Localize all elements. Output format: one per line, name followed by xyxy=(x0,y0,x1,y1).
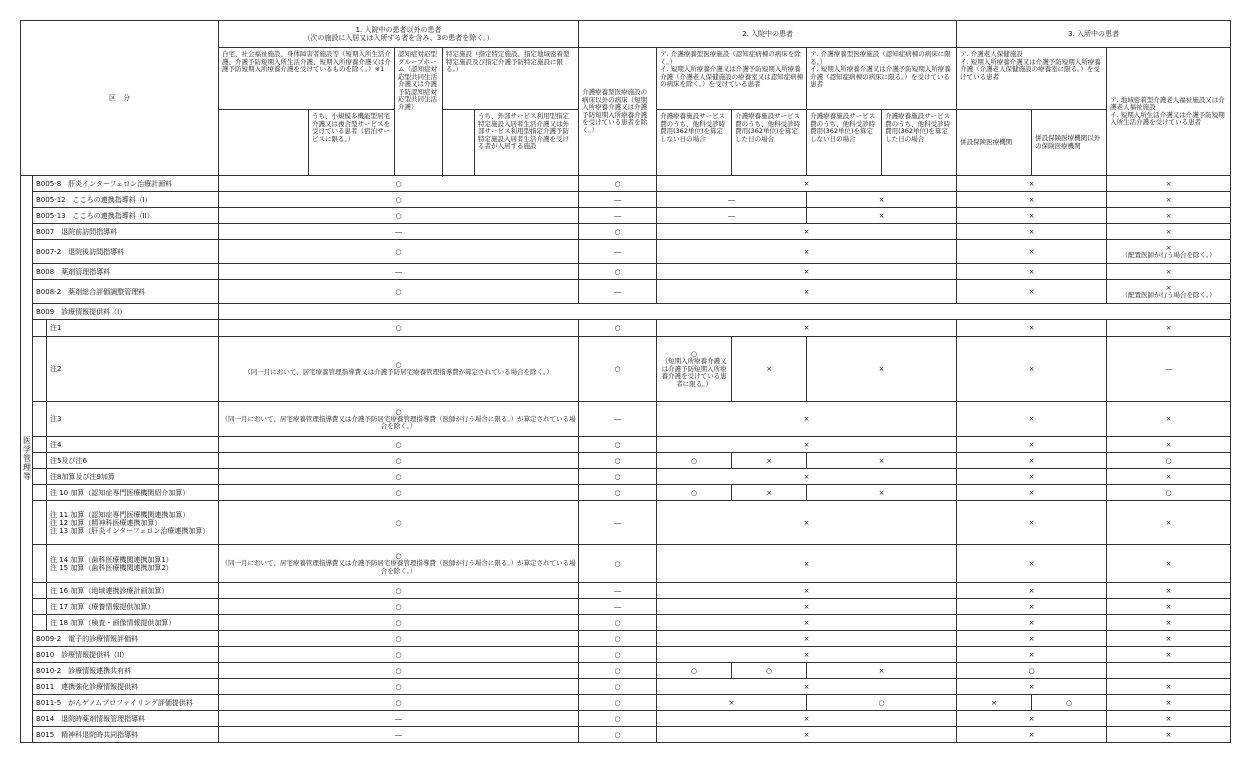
value-cell: × xyxy=(1107,631,1231,647)
value-cell: ○ xyxy=(579,176,657,192)
value-cell: × xyxy=(957,615,1107,631)
value-cell: ○ xyxy=(579,485,657,501)
value-cell: × xyxy=(657,647,957,663)
value-cell: × xyxy=(1107,599,1231,615)
value-cell: ○ xyxy=(219,695,579,711)
medical-fee-table xyxy=(20,20,1231,743)
col-grouphome-header: 認知症対応型グループホーム（認知症対応型共同生活介護又は介護予防認知症対応型共同生活介護） xyxy=(395,48,443,176)
value-cell: ○ （短期入所療養介護又は介護予防短期入所療養介護を受けている患者に限る。） xyxy=(657,337,732,402)
value-cell: ○ xyxy=(219,501,579,545)
indent-cell xyxy=(33,453,47,469)
table-row xyxy=(21,402,1231,437)
value-cell: ○ xyxy=(219,485,579,501)
value-cell: ○ xyxy=(579,469,657,485)
value-cell: × xyxy=(1107,647,1231,663)
value-cell: ○ xyxy=(219,583,579,599)
table-row xyxy=(21,224,1231,240)
indent-cell xyxy=(33,501,47,545)
row-label: B005-12 こころの連携指導料（I） xyxy=(33,192,219,208)
table-row xyxy=(21,711,1231,727)
value-cell: ― xyxy=(219,224,579,240)
row-label: 注 17 加算（療養情報提供加算） xyxy=(47,599,219,615)
table-row xyxy=(21,176,1231,192)
row-label: B008 薬剤管理指導料 xyxy=(33,264,219,280)
indent-cell xyxy=(33,485,47,501)
value-cell: ○ xyxy=(219,320,579,337)
row-label: B010-2 診療情報連携共有料 xyxy=(33,663,219,679)
row-label: 注 14 加算（歯科医療機関連携加算1） 注 15 加算（歯科医療機関連携加算2） xyxy=(47,545,219,583)
value-cell: ○ xyxy=(732,663,807,679)
row-label: 注 18 加算（検査・画像情報提供加算） xyxy=(47,615,219,631)
value-cell: ○ xyxy=(657,663,732,679)
value-cell: × xyxy=(957,583,1107,599)
value-cell: ○ xyxy=(219,280,579,304)
value-cell: ○ xyxy=(1032,695,1107,711)
value-cell: ○ xyxy=(219,615,579,631)
value-cell: × xyxy=(657,631,957,647)
indent-cell xyxy=(33,583,47,599)
value-cell: × xyxy=(657,240,957,264)
value-cell: ○ xyxy=(219,679,579,695)
fee-table xyxy=(20,20,1231,743)
row-label: B014 退院時薬剤情報管理指導料 xyxy=(33,711,219,727)
row-label: 注 11 加算（認知症専門医療機関連携加算） 注 12 加算（精神科医療連携加算） 注 13 加算（肝炎インターフェロン治療連携加算） xyxy=(47,501,219,545)
kubun-header: 区 分 xyxy=(21,21,219,176)
value-cell: ○ xyxy=(579,337,657,402)
table-row xyxy=(21,485,1231,501)
value-cell: × xyxy=(1107,402,1231,437)
value-cell: ○ xyxy=(219,469,579,485)
value-cell: ○ xyxy=(219,240,579,264)
value-cell: ○ xyxy=(219,663,579,679)
value-cell: × xyxy=(957,176,1107,192)
value-cell: × xyxy=(657,727,957,743)
value-cell: ○ （同一月において、居宅療養管理指導費又は介護予防居宅療養管理指導費（医師が行う場合に限る。）が算定されている場合を除く。） xyxy=(219,545,579,583)
row-label: B015 精神科退院時共同指導料 xyxy=(33,727,219,743)
value-cell: × xyxy=(957,208,1107,224)
table-row xyxy=(21,437,1231,453)
table-row xyxy=(21,192,1231,208)
group1-header: 1. 入院中の患者以外の患者 （次の施設に入居又は入所する者を含み、3の患者を除く。） xyxy=(219,21,579,48)
value-cell: ○ xyxy=(579,711,657,727)
value-cell: × xyxy=(657,402,957,437)
value-cell: × xyxy=(1107,469,1231,485)
value-cell: ○ xyxy=(957,663,1107,679)
value-cell: ○ xyxy=(579,264,657,280)
table-row xyxy=(21,280,1231,304)
value-cell: ― xyxy=(579,583,657,599)
value-cell: × xyxy=(957,240,1107,264)
value-cell: × xyxy=(807,453,957,469)
value-cell: × xyxy=(1107,615,1231,631)
value-cell: × xyxy=(1107,695,1231,711)
row-label: 注1 xyxy=(47,320,219,337)
col-roken-header: ア. 介護老人保健施設 イ. 短期入所療養介護又は介護予防短期入所療養介護（介護老人保健施設の療養室に限る。）を受けている患者 xyxy=(957,48,1107,110)
value-cell: × xyxy=(957,192,1107,208)
value-cell: ― xyxy=(219,264,579,280)
value-cell: × xyxy=(807,337,957,402)
group2-header: 2. 入院中の患者 xyxy=(579,21,957,48)
value-cell: ○ xyxy=(807,695,957,711)
table-row xyxy=(21,240,1231,264)
col-shokibo-header: うち、小規模多機能型居宅介護又は複合型サービスを受けている患者（宿泊サービスに限る。） xyxy=(309,110,395,176)
col-5b-header: 介護療養施設サービス費のうち、他科受診時費用(362単位)を算定した日の場合 xyxy=(732,110,807,176)
table-row xyxy=(21,208,1231,224)
table-row xyxy=(21,304,1231,320)
value-cell: ○ （同一月において、居宅療養管理指導費又は介護予防居宅療養管理指導費（医師が行う場合に限る。）が算定されている場合を除く。） xyxy=(219,402,579,437)
row-label: B005-8 肝炎インターフェロン治療計画料 xyxy=(33,176,219,192)
value-cell: × xyxy=(1107,264,1231,280)
value-cell: × xyxy=(657,469,957,485)
value-cell xyxy=(1107,663,1231,679)
value-cell: × xyxy=(957,545,1107,583)
side-category-label: 医学管理等 xyxy=(21,176,33,743)
value-cell: ○ xyxy=(579,453,657,469)
value-cell: × xyxy=(957,453,1107,469)
value-cell: × xyxy=(657,264,957,280)
value-cell: × xyxy=(957,280,1107,304)
value-cell: × xyxy=(657,176,957,192)
value-cell: × xyxy=(657,320,957,337)
col-other-bed-header: 介護療養型医療施設の病床以外の病床（短期入所療養介護又は介護予防短期入所療養介護を受けている患者を除く。） xyxy=(579,48,657,176)
value-cell: × xyxy=(957,264,1107,280)
value-cell: × xyxy=(957,437,1107,453)
row-label: B007 退院前訪問指導料 xyxy=(33,224,219,240)
value-cell: × xyxy=(957,695,1032,711)
value-cell: × xyxy=(657,599,957,615)
value-cell: × xyxy=(1107,437,1231,453)
value-cell: ○ xyxy=(1107,485,1231,501)
table-row xyxy=(21,663,1231,679)
value-cell: × （配置医師が行う場合を除く。） xyxy=(1107,280,1231,304)
value-cell: ○ xyxy=(579,695,657,711)
value-cell: × xyxy=(657,545,957,583)
value-cell: × xyxy=(657,224,957,240)
value-cell: × xyxy=(657,280,957,304)
value-cell: × xyxy=(1107,224,1231,240)
value-cell: ○ xyxy=(219,599,579,615)
value-cell: ○ xyxy=(579,545,657,583)
value-cell: ― xyxy=(657,192,807,208)
value-cell: × xyxy=(957,337,1107,402)
col-7a-header: 併設保険医療機関 xyxy=(957,110,1032,176)
value-cell: × xyxy=(657,711,957,727)
value-cell: ○ xyxy=(219,631,579,647)
table-row xyxy=(21,264,1231,280)
row-label: B005-13 こころの連携指導料（II） xyxy=(33,208,219,224)
value-cell: × xyxy=(957,485,1107,501)
value-cell: ○ xyxy=(219,453,579,469)
col-tokutei-header: 特定施設（指定特定施設、指定地域密着型特定施設及び指定介護予防特定施設に限る。） xyxy=(443,48,579,110)
value-cell: ○ xyxy=(579,320,657,337)
value-cell: ○ xyxy=(219,647,579,663)
value-cell: × xyxy=(657,695,807,711)
value-cell: × xyxy=(732,453,807,469)
value-cell: ― xyxy=(657,208,807,224)
value-cell: × xyxy=(957,711,1107,727)
value-cell: × xyxy=(807,192,957,208)
value-cell: × xyxy=(957,727,1107,743)
col-6a-header: 介護療養施設サービス費のうち、他科受診時費用(362単位)を算定しない日の場合 xyxy=(807,110,882,176)
value-cell: ― xyxy=(579,192,657,208)
value-cell: × xyxy=(1107,545,1231,583)
col-home-header: 自宅、社会福祉施設、身体障害者施設等（短期入所生活介護、介護予防短期入所生活介護、短期入所療養介護又は介護予防短期入所療養介護を受けているものを除く。）※1 xyxy=(219,48,395,110)
value-cell: × xyxy=(957,647,1107,663)
value-cell: × xyxy=(657,679,957,695)
value-cell: × xyxy=(957,402,1107,437)
value-cell: × xyxy=(807,208,957,224)
value-cell: × xyxy=(807,485,957,501)
row-label: 注 16 加算（地域連携診療計画加算） xyxy=(47,583,219,599)
value-cell: ― xyxy=(579,599,657,615)
row-label: B007-2 退院後訪問指導料 xyxy=(33,240,219,264)
value-cell: × xyxy=(1107,727,1231,743)
table-row xyxy=(21,453,1231,469)
col-5a-header: 介護療養施設サービス費のうち、他科受診時費用(362単位)を算定しない日の場合 xyxy=(657,110,732,176)
value-cell: ○ xyxy=(579,615,657,631)
table-row xyxy=(21,727,1231,743)
value-cell: ○ xyxy=(657,485,732,501)
value-cell: ○ xyxy=(579,679,657,695)
table-row xyxy=(21,320,1231,337)
value-cell: × xyxy=(657,615,957,631)
section-spacer xyxy=(219,304,1231,320)
value-cell: × xyxy=(807,663,957,679)
value-cell: ○ xyxy=(579,437,657,453)
table-row xyxy=(21,599,1231,615)
table-row xyxy=(21,647,1231,663)
value-cell: × xyxy=(1107,320,1231,337)
col-7b-header: 併設保険医療機関以外の保険医療機関 xyxy=(1032,110,1107,176)
row-label: 注8加算及び注9加算 xyxy=(47,469,219,485)
value-cell: × xyxy=(1107,208,1231,224)
table-row xyxy=(21,337,1231,402)
row-label: 注2 xyxy=(47,337,219,402)
table-row xyxy=(21,501,1231,545)
value-cell: × xyxy=(957,631,1107,647)
table-row xyxy=(21,545,1231,583)
value-cell: ○ （同一月において、居宅療養管理指導費又は介護予防居宅療養管理指導費が算定されている場合を除く。） xyxy=(219,337,579,402)
table-row xyxy=(21,631,1231,647)
col-gaibu-header: うち、外部サービス利用型指定特定施設入居者生活介護又は外部サービス利用型指定介護予防特定施設入居者生活介護を受ける者が入居する施設 xyxy=(475,110,579,176)
group3-header: 3. 入所中の患者 xyxy=(957,21,1231,48)
value-cell: ○ xyxy=(579,727,657,743)
value-cell: ○ xyxy=(579,647,657,663)
value-cell: × xyxy=(957,501,1107,545)
row-label: 注 10 加算（認知症専門医療機関紹介加算） xyxy=(47,485,219,501)
table-row xyxy=(21,615,1231,631)
value-cell: ― xyxy=(579,208,657,224)
indent-cell xyxy=(33,615,47,631)
value-cell: × xyxy=(957,469,1107,485)
value-cell: ○ xyxy=(657,453,732,469)
value-cell: × xyxy=(957,224,1107,240)
value-cell: ○ xyxy=(219,208,579,224)
row-label: 注4 xyxy=(47,437,219,453)
row-label: 注3 xyxy=(47,402,219,437)
indent-cell xyxy=(33,599,47,615)
value-cell: ○ xyxy=(579,631,657,647)
value-cell: ○ xyxy=(219,192,579,208)
indent-cell xyxy=(33,320,47,337)
indent-cell xyxy=(33,437,47,453)
table-row xyxy=(21,583,1231,599)
indent-cell xyxy=(33,337,47,402)
value-cell: × xyxy=(732,337,807,402)
row-label: B011 連携強化診療情報提供料 xyxy=(33,679,219,695)
row-label: B009 診療情報提供料（I） xyxy=(33,304,219,320)
table-row xyxy=(21,679,1231,695)
value-cell: ― xyxy=(219,711,579,727)
value-cell: × xyxy=(957,599,1107,615)
value-cell: × xyxy=(957,679,1107,695)
value-cell: ○ xyxy=(219,176,579,192)
value-cell: × xyxy=(657,501,957,545)
value-cell: ○ xyxy=(579,663,657,679)
value-cell: × xyxy=(732,485,807,501)
row-label: B011-5 がんゲノムプロファイリング評価提供料 xyxy=(33,695,219,711)
value-cell: ○ xyxy=(219,437,579,453)
col-6b-header: 介護療養施設サービス費のうち、他科受診時費用(362単位)を算定した日の場合 xyxy=(882,110,957,176)
value-cell: × xyxy=(1107,583,1231,599)
value-cell: × xyxy=(1107,679,1231,695)
table-row xyxy=(21,695,1231,711)
value-cell: ― xyxy=(579,402,657,437)
indent-cell xyxy=(33,402,47,437)
row-label: 注5及び注6 xyxy=(47,453,219,469)
table-row xyxy=(21,469,1231,485)
value-cell: × xyxy=(1107,501,1231,545)
value-cell: × xyxy=(1107,711,1231,727)
row-label: B008-2 薬剤総合評価調整管理料 xyxy=(33,280,219,304)
value-cell: ― xyxy=(219,727,579,743)
indent-cell xyxy=(33,469,47,485)
row-label: B009-2 電子的診療情報評価料 xyxy=(33,631,219,647)
value-cell: × xyxy=(957,320,1107,337)
value-cell: × xyxy=(657,437,957,453)
col-kaigo-ryoyo-header: ア. 介護療養型医療施設（認知症病棟の病床を除く。） イ. 短期入所療養介護又は介護予防短期入所療養介護（介護老人保健施設の療養室又は認知症病棟の病床を除く。）を受けている患者 xyxy=(657,48,807,110)
value-cell: ― xyxy=(579,240,657,264)
value-cell: ― xyxy=(579,280,657,304)
value-cell: ○ xyxy=(1107,453,1231,469)
value-cell: × （配置医師が行う場合を除く。） xyxy=(1107,240,1231,264)
indent-cell xyxy=(33,545,47,583)
value-cell: × xyxy=(1107,176,1231,192)
value-cell: ― xyxy=(579,501,657,545)
value-cell: ○ xyxy=(579,224,657,240)
value-cell: × xyxy=(1107,192,1231,208)
col-fukushi-header: ア. 地域密着型介護老人福祉施設又は介護老人福祉施設 イ. 短期入所生活介護又は介護予防短期入所生活介護を受けている患者 xyxy=(1107,48,1231,176)
value-cell: ― xyxy=(1107,337,1231,402)
col-ninchisho-header: ア. 介護療養型医療施設（認知症病棟の病床に限る。） イ. 短期入所療養介護又は介護予防短期入所療養介護（認知症病棟の病床に限る。）を受けている患者 xyxy=(807,48,957,110)
value-cell: × xyxy=(657,583,957,599)
row-label: B010 診療情報提供料（II） xyxy=(33,647,219,663)
